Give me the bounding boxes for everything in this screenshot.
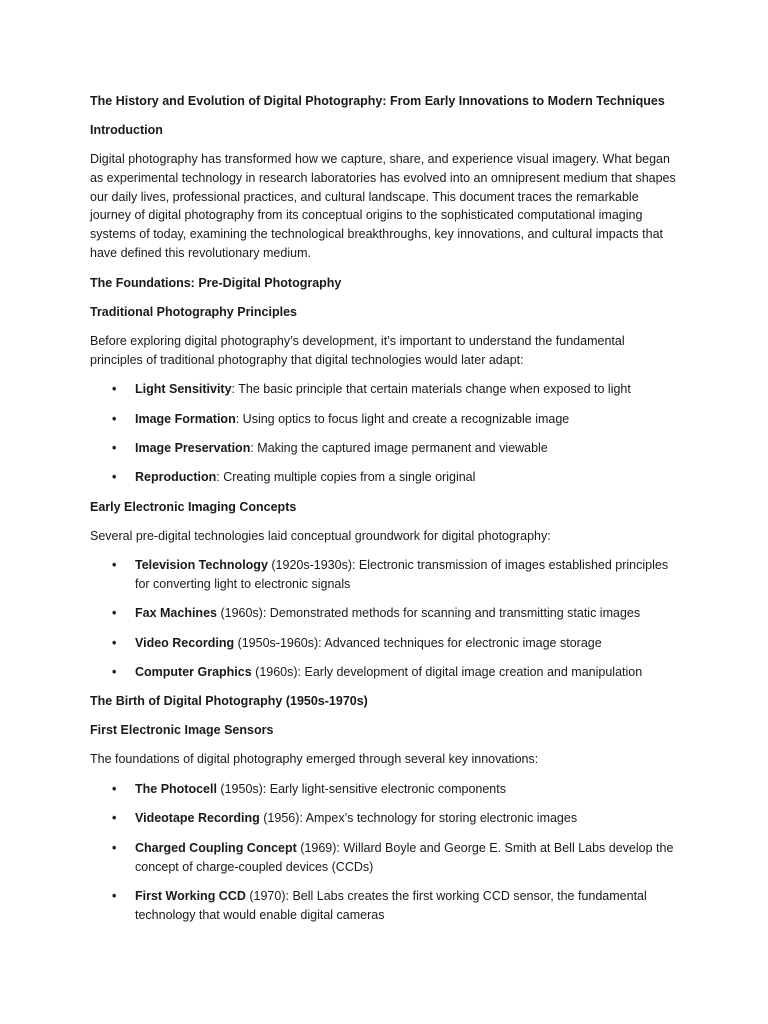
list-item-term: Video Recording <box>135 635 235 650</box>
list-item <box>90 468 680 487</box>
list-item <box>90 809 680 828</box>
list-item-term: Computer Graphics <box>135 665 252 680</box>
subheading-electronic-imaging: Early Electronic Imaging Concepts <box>90 499 297 514</box>
list-item-text: (1920s-1930s): Electronic transmission of images established principles for converting light to electronic signals <box>135 558 669 592</box>
list-item-term: Fax Machines <box>135 606 217 621</box>
list-item <box>90 887 680 925</box>
list-item-text: (1950s): Early light-sensitive electronic components <box>216 782 506 797</box>
list-item-text: (1960s): Demonstrated methods for scanning and transmitting static images <box>216 606 641 621</box>
electronic-paragraph: Several pre-digital technologies laid conceptual groundwork for digital photography: <box>90 528 551 543</box>
list-item-term: Light Sensitivity <box>135 382 232 397</box>
list-item-text: (1969): Willard Boyle and George E. Smith at Bell Labs develop the concept of charge-coupled devices (CCDs) <box>135 840 674 874</box>
sensors-paragraph: The foundations of digital photography emerged through several key innovations: <box>90 752 539 767</box>
list-item-term: Television Technology <box>135 558 268 573</box>
list-item-term: Reproduction <box>135 470 217 485</box>
list-item <box>90 839 680 877</box>
list-item-text: : Using optics to focus light and create a recognizable image <box>235 411 570 426</box>
section-heading-birth: The Birth of Digital Photography (1950s-1970s) <box>90 694 368 709</box>
list-item-text: (1970): Bell Labs creates the first working CCD sensor, the fundamental technology that would enable digital cameras <box>135 888 647 922</box>
list-item-term: Image Formation <box>135 411 236 426</box>
list-item <box>90 410 680 429</box>
list-item <box>90 634 680 653</box>
document-title: The History and Evolution of Digital Photography: From Early Innovations to Modern Techniques <box>90 94 665 108</box>
list-item <box>90 439 680 458</box>
intro-paragraph: Digital photography has transformed how we capture, share, and experience visual imagery. What began as experimental technology in research laboratories has evolved into an omnipresent medium that shapes our daily lives, professional practices, and cultural landscape. This document traces the remarkable journey of digital photography from its conceptual origins to the sophisticated computational imaging systems of today, examining the technological breakthroughs, key innovations, and cultural impacts that have defined this revolutionary medium. <box>90 152 676 260</box>
list-item <box>90 556 680 594</box>
list-item-term: Charged Coupling Concept <box>135 840 297 855</box>
list-item-text: : Creating multiple copies from a single original <box>216 470 476 485</box>
image-sensors-list <box>90 780 680 924</box>
subheading-image-sensors: First Electronic Image Sensors <box>90 723 274 738</box>
list-item-text: (1960s): Early development of digital image creation and manipulation <box>251 665 643 680</box>
list-item <box>90 380 680 399</box>
list-item <box>90 604 680 623</box>
list-item-text: (1956): Ampex’s technology for storing electronic images <box>259 811 578 826</box>
list-item-text: : Making the captured image permanent and viewable <box>250 440 548 455</box>
section-heading-foundations: The Foundations: Pre-Digital Photography <box>90 275 342 290</box>
traditional-paragraph: Before exploring digital photography’s development, it’s important to understand the fundamental principles of traditional photography that digital technologies would later adapt: <box>90 333 625 367</box>
section-heading-introduction: Introduction <box>90 123 163 137</box>
list-item-text: : The basic principle that certain materials change when exposed to light <box>231 382 631 397</box>
list-item-term: Image Preservation <box>135 440 251 455</box>
electronic-imaging-list <box>90 556 680 681</box>
list-item <box>90 663 680 682</box>
list-item <box>90 780 680 799</box>
list-item-text: (1950s-1960s): Advanced techniques for electronic image storage <box>234 635 602 650</box>
list-item-term: First Working CCD <box>135 888 246 903</box>
subheading-traditional-principles: Traditional Photography Principles <box>90 304 297 319</box>
document-page <box>90 92 680 935</box>
traditional-principles-list <box>90 380 680 487</box>
list-item-term: The Photocell <box>135 782 217 797</box>
list-item-term: Videotape Recording <box>135 811 260 826</box>
